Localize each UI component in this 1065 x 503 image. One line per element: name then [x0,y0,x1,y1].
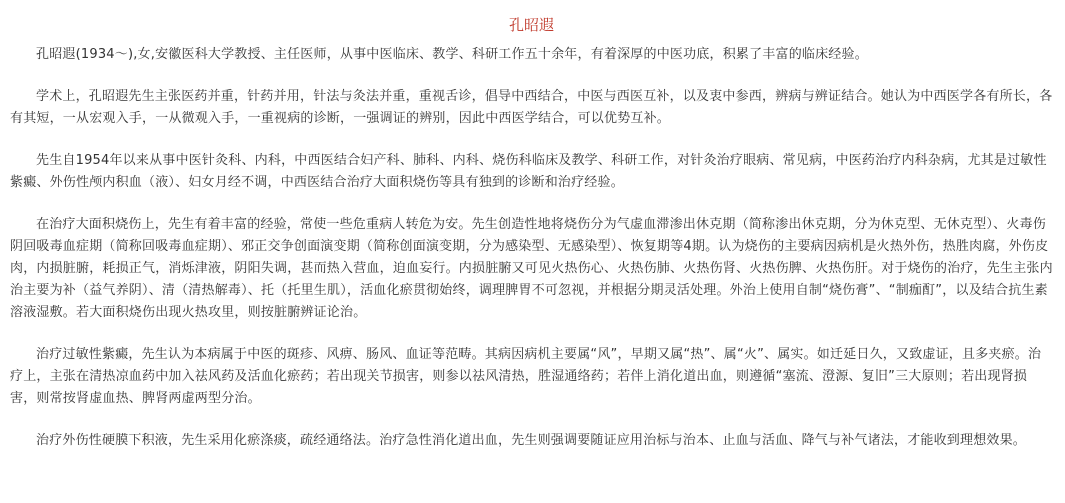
article-paragraph: 先生自1954年以来从事中医针灸科、内科，中西医结合妇产科、肺科、内科、烧伤科临床及教学、科研工作，对针灸治疗眼病、常见病，中医药治疗内科杂病，尤其是过敏性紫癜、外伤性颅内积血（液）、妇女月经不调，中西医结合治疗大面积烧伤等具有独到的诊断和治疗经验。 [10,153,1047,190]
article-paragraph: 孔昭遐(1934～),女,安徽医科大学教授、主任医师，从事中医临床、教学、科研工作五十余年，有着深厚的中医功底，积累了丰富的临床经验。 [36,47,868,62]
article-paragraph: 在治疗大面积烧伤上，先生有着丰富的经验，常使一些危重病人转危为安。先生创造性地将烧伤分为气虚血滞渗出休克期（简称渗出休克期，分为休克型、无休克型）、火毒伤阴回吸毒血症期（简称回吸毒血症期）、邪正交争创面演变期（简称创面演变期，分为感染型、无感染型）、恢复期等4期。认为烧伤的主要病因病机是火热外伤，热胜肉腐，外伤皮肉，内损脏腑，耗损正气，消烁津液，阴阳失调，甚而热入营血，迫血妄行。内损脏腑又可见火热伤心、火热伤肺、火热伤肾、火热伤脾、火热伤肝。对于烧伤的治疗，先生主张内治主要为补（益气养阴）、清（清热解毒）、托（托里生肌），活血化瘀贯彻始终，调理脾胃不可忽视，并根据分期灵活处理。外治上使用自制“烧伤膏”、“制痂酊”，以及结合抗生素溶液湿敷。若大面积烧伤出现火热攻里，则按脏腑辨证论治。 [10,217,1053,320]
article-paragraph: 学术上，孔昭遐先生主张医药并重，针药并用，针法与灸法并重，重视舌诊，倡导中西结合，中医与西医互补，以及衷中参西，辨病与辨证结合。她认为中西医学各有所长，各有其短，一从宏观入手，一从微观入手，一重视病的诊断，一强调证的辨别，因此中西医学结合，可以优势互补。 [10,89,1053,126]
article-paragraph: 治疗过敏性紫癜，先生认为本病属于中医的斑疹、风痹、肠风、血证等范畴。其病因病机主要属“风”，早期又属“热”、属“火”、属实。如迁延日久，又致虚证，且多夹瘀。治疗上，主张在清热凉血药中加入祛风药及活血化瘀药；若出现关节损害，则参以祛风清热，胜湿通络药；若伴上消化道出血，则遵循“塞流、澄源、复旧”三大原则；若出现肾损害，则常按肾虚血热、脾肾两虚两型分治。 [10,347,1042,406]
article-paragraph: 治疗外伤性硬膜下积液，先生采用化瘀涤痰，疏经通络法。治疗急性消化道出血，先生则强调要随证应用治标与治本、止血与活血、降气与补气诸法，才能收到理想效果。 [36,433,1027,448]
article-title: 孔昭遐 [508,16,554,34]
